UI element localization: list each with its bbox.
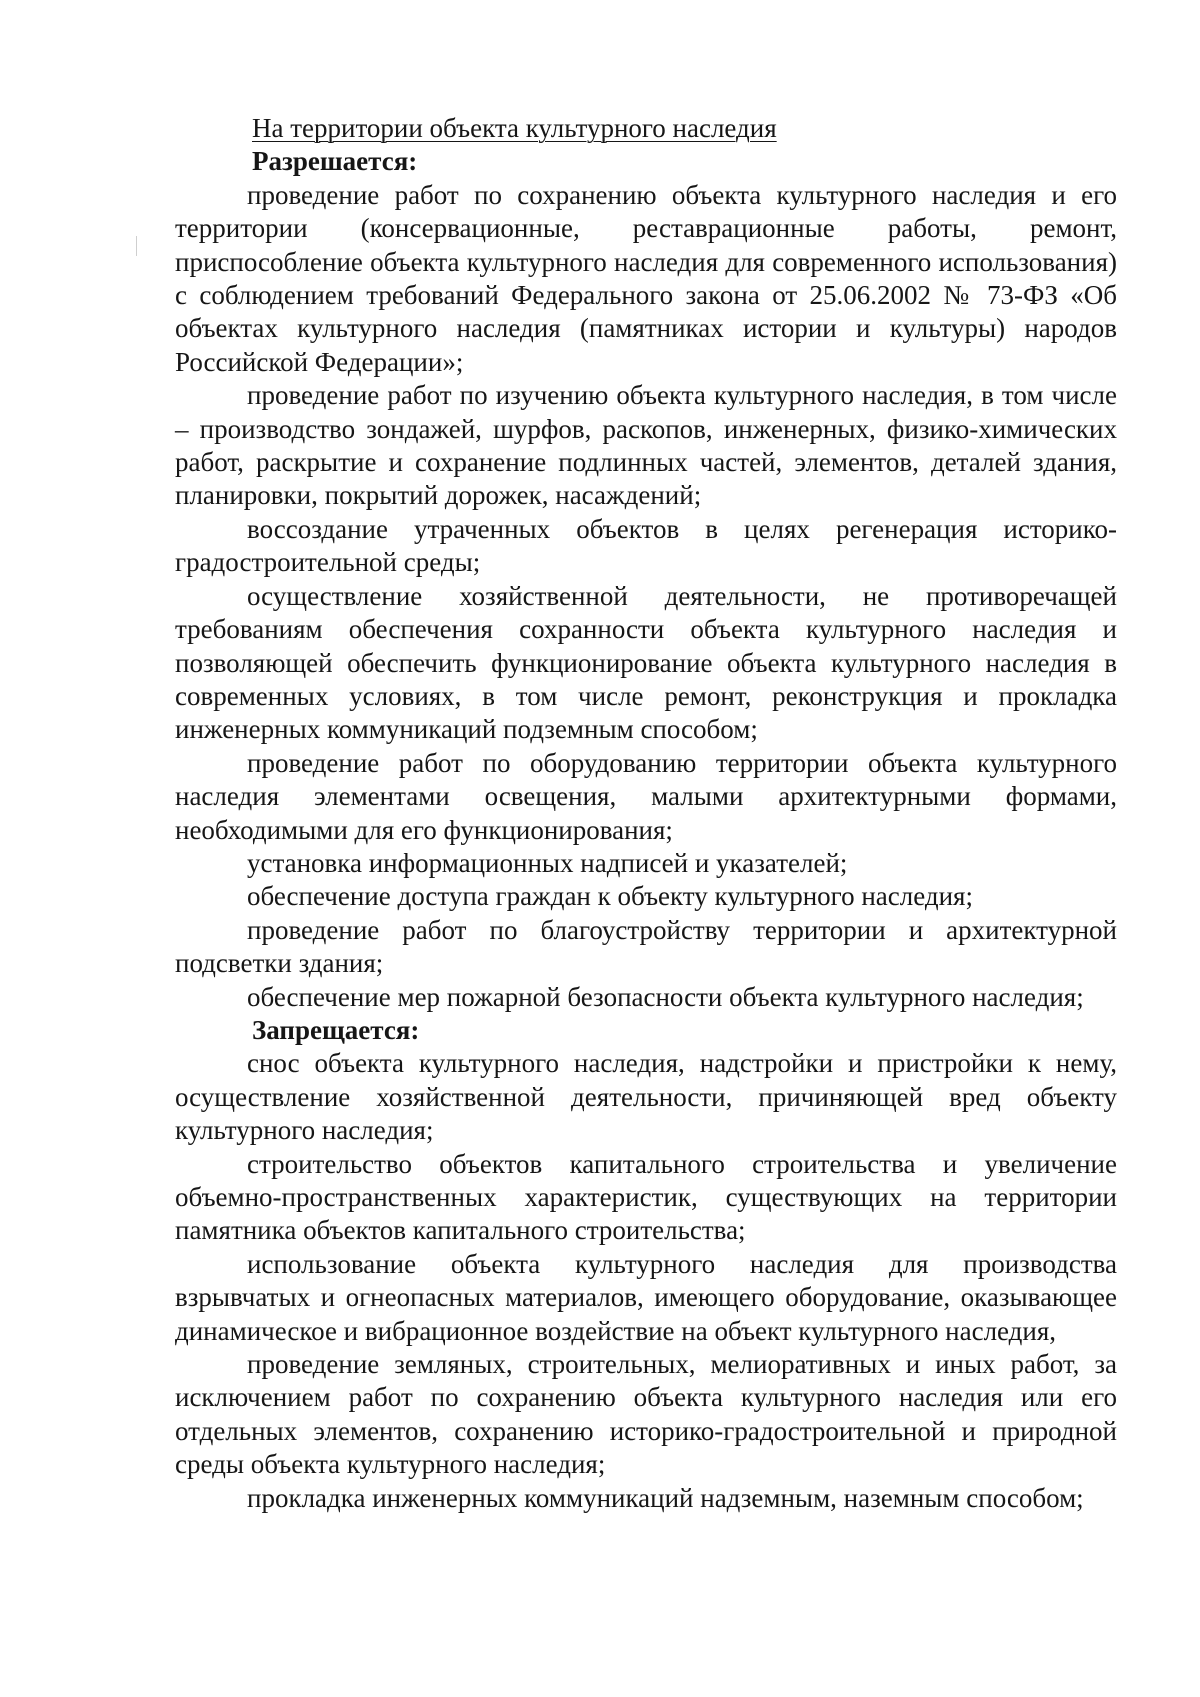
forbidden-item: использование объекта культурного наследия для производства взрывчатых и огнеопасных материалов, имеющего оборудование, оказывающее динамическое и вибрационное воздействие на объект культурного наследия, xyxy=(175,1248,1117,1346)
scan-margin-mark xyxy=(136,236,137,256)
section-title: На территории объекта культурного наследия xyxy=(252,113,777,143)
forbidden-item: проведение земляных, строительных, мелиоративных и иных работ, за исключением работ по сохранению объекта культурного наследия или его отдельных элементов, сохранению историко-градостроительной и природной среды объекта культурного наследия; xyxy=(175,1349,1117,1480)
allowed-item: проведение работ по благоустройству территории и архитектурной подсветки здания; xyxy=(175,914,1117,979)
document-body xyxy=(175,112,1117,1515)
forbidden-heading: Запрещается: xyxy=(252,1014,420,1045)
allowed-item: проведение работ по оборудованию территории объекта культурного наследия элементами освещения, малыми архитектурными формами, необходимыми для его функционирования; xyxy=(175,747,1117,845)
allowed-item: обеспечение мер пожарной безопасности объекта культурного наследия; xyxy=(247,981,1084,1012)
allowed-item: обеспечение доступа граждан к объекту культурного наследия; xyxy=(247,881,973,912)
forbidden-item: снос объекта культурного наследия, надстройки и пристройки к нему, осуществление хозяйственной деятельности, причиняющей вред объекту культурного наследия; xyxy=(175,1048,1117,1146)
allowed-item: проведение работ по сохранению объекта культурного наследия и его территории (консервационные, реставрационные работы, ремонт, приспособление объекта культурного наследия для современного использования) с соблюдением требований Федерального закона от 25.06.2002 № 73-ФЗ «Об объектах культурного наследия (памятниках истории и культуры) народов Российской Федерации»; xyxy=(175,179,1117,377)
forbidden-item: строительство объектов капитального строительства и увеличение объемно-пространственных характеристик, существующих на территории памятника объектов капитального строительства; xyxy=(175,1148,1117,1246)
forbidden-item: прокладка инженерных коммуникаций надземным, наземным способом; xyxy=(247,1482,1084,1513)
allowed-item: осуществление хозяйственной деятельности, не противоречащей требованиям обеспечения сохранности объекта культурного наследия и позволяющей обеспечить функционирование объекта культурного наследия в современных условиях, в том числе ремонт, реконструкция и прокладка инженерных коммуникаций подземным способом; xyxy=(175,580,1117,745)
allowed-item: воссоздание утраченных объектов в целях регенерация историко-градостроительной среды; xyxy=(175,513,1117,578)
allowed-heading: Разрешается: xyxy=(252,146,418,177)
allowed-item: проведение работ по изучению объекта культурного наследия, в том числе – производство зондажей, шурфов, раскопов, инженерных, физико-химических работ, раскрытие и сохранение подлинных частей, элементов, деталей здания, планировки, покрытий дорожек, насаждений; xyxy=(175,380,1117,511)
allowed-item: установка информационных надписей и указателей; xyxy=(247,847,848,878)
